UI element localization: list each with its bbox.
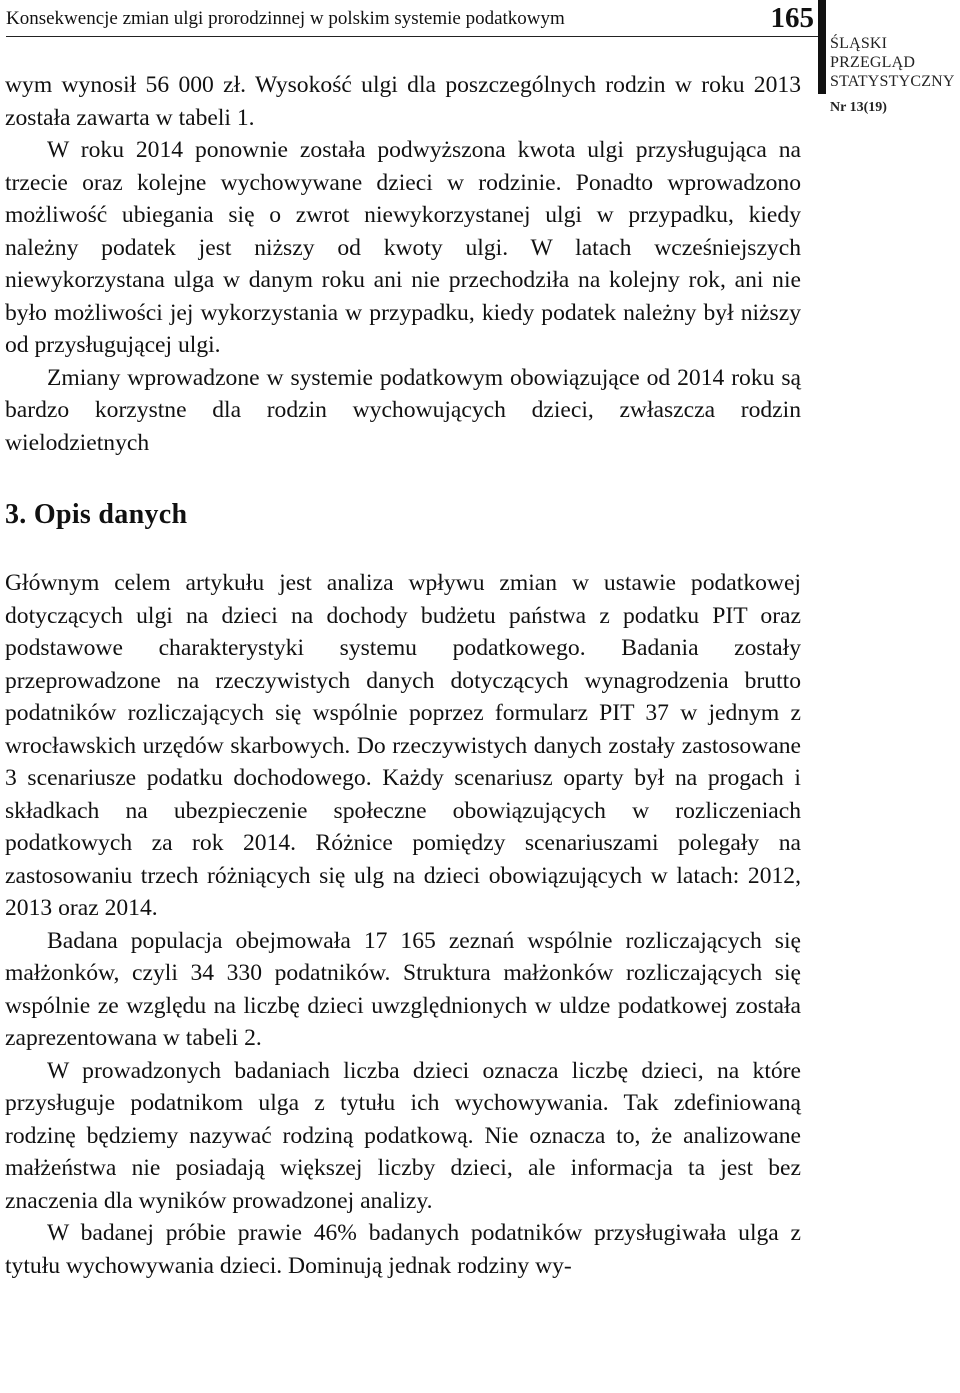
journal-name-line-1: ŚLĄSKI bbox=[830, 35, 888, 52]
paragraph-2: W roku 2014 ponownie została podwyższona kwota ulgi przysługująca na trzecie oraz kolejne wychowywane dzieci w rodzinie. Ponadto wprowadzono możliwość ubiegania się o zwrot niewykorzystanej ulgi w przypadku, kiedy należny podatek jest niższy od kwoty ulgi. W latach wcześniejszych niewykorzystana ulga w danym roku ani nie przechodziła na kolejny rok, ani nie było możliwości jej wykorzystania w przypadku, kiedy podatek należny był niższy od przysługującej ulgi. bbox=[5, 137, 801, 358]
running-header bbox=[6, 4, 818, 37]
running-title: Konsekwencje zmian ulgi prorodzinnej w polskim systemie podatkowym bbox=[6, 8, 565, 29]
sidebar-bar bbox=[818, 0, 826, 94]
paragraph-1: wym wynosił 56 000 zł. Wysokość ulgi dla poszczególnych rodzin w roku 2013 została zawarta w tabeli 1. bbox=[5, 72, 801, 131]
paragraph-6: W prowadzonych badaniach liczba dzieci oznacza liczbę dzieci, na które przysługuje podatnikom ulga z tytułu ich wychowywania. Tak zdefiniowaną rodzinę będziemy nazywać rodziną podatkową. Nie oznacza to, że analizowane małżeństwa nie posiadają większej liczby dzieci, ale informacja ta jest bez znaczenia dla wyników prowadzonej analizy. bbox=[5, 1057, 801, 1214]
journal-name bbox=[830, 34, 955, 91]
section-heading: 3. Opis danych bbox=[5, 499, 188, 530]
article-body bbox=[5, 69, 801, 1282]
journal-sidebar bbox=[818, 0, 960, 124]
paragraph-5: Badana populacja obejmowała 17 165 zeznań wspólnie rozliczających się małżonków, czyli 34 330 podatników. Struktura małżonków rozliczających się wspólnie ze względu na liczbę dzieci uwzględnionych w uldze podatkowej została zaprezentowana w tabeli 2. bbox=[5, 927, 801, 1051]
paragraph-3: Zmiany wprowadzone w systemie podatkowym obowiązujące od 2014 roku są bardzo korzystne dla rodzin wychowujących dzieci, zwłaszcza rodzin wielodzietnych bbox=[5, 364, 801, 456]
journal-name-line-2: PRZEGLĄD bbox=[830, 54, 916, 71]
paragraph-7: W badanej próbie prawie 46% badanych podatników przysługiwała ulga z tytułu wychowywania dzieci. Dominują jednak rodziny wy- bbox=[5, 1220, 801, 1279]
page-number: 165 bbox=[770, 2, 814, 34]
journal-name-line-3: STATYSTYCZNY bbox=[830, 73, 955, 90]
journal-issue: Nr 13(19) bbox=[830, 100, 887, 115]
paragraph-4: Głównym celem artykułu jest analiza wpływu zmian w ustawie podatkowej dotyczących ulgi na dzieci na dochody budżetu państwa z podatku PIT oraz podstawowe charakterystyki systemu podatkowego. Badania zostały przeprowadzone na rzeczywistych danych dotyczących wynagrodzenia brutto podatników rozliczających się wspólnie poprzez formularz PIT 37 w jednym z wrocławskich urzędów skarbowych. Do rzeczywistych danych zostały zastosowane 3 scenariusze podatku dochodowego. Każdy scenariusz oparty był na progach i składkach na ubezpieczenie społeczne obowiązujących w rozliczeniach podatkowych za rok 2014. Różnice pomiędzy scenariuszami polegały na zastosowaniu trzech różniących się ulg na dzieci obowiązujących w latach: 2012, 2013 oraz 2014. bbox=[5, 570, 801, 921]
